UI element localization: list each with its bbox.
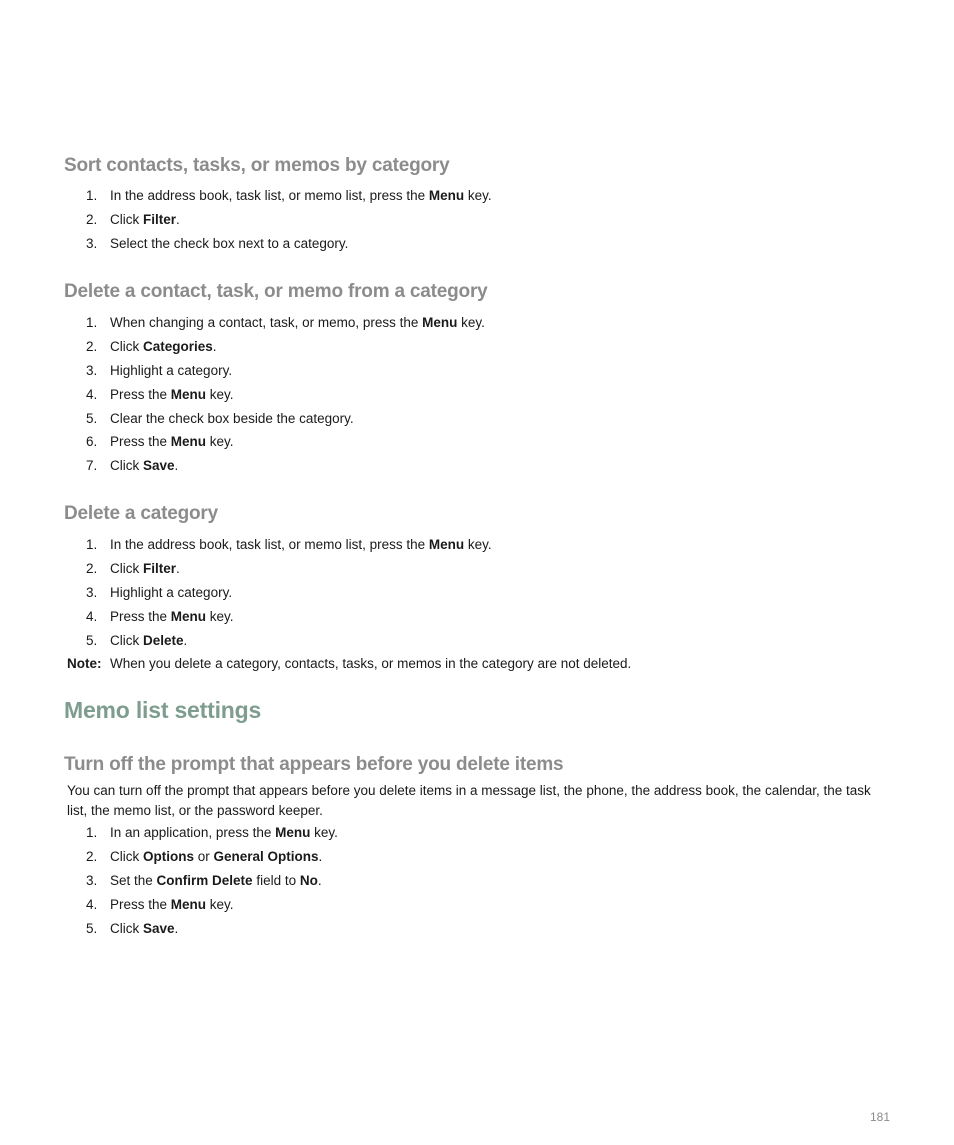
step-item [64,557,894,581]
step-number: 2. [86,211,98,227]
key-term: Menu [428,188,465,203]
step-item [64,581,894,605]
key-term: Save [143,920,175,936]
step-item [64,335,894,359]
key-term: Menu [170,896,207,912]
section-sort-by-category [64,154,894,256]
step-number: 4. [86,386,98,402]
key-term: Menu [170,608,207,624]
step-number: 1. [86,188,98,203]
intro-paragraph: You can turn off the prompt that appears before you delete items in a message list, the phone, the address book, the calendar, the task list, the memo list, or the password keeper. [67,783,871,818]
key-term: Menu [428,537,465,552]
note-label: Note: [67,656,102,672]
chapter-title: Memo list settings [64,697,262,723]
key-term: Options [143,848,194,864]
key-term: Menu [170,386,207,402]
step-number: 3. [86,584,98,600]
key-term: Menu [422,315,458,330]
step-text: Click Filter. [110,211,180,227]
step-number: 5. [86,632,98,648]
step-number: 4. [86,896,98,912]
step-text: In an application, press the Menu key. [110,825,338,840]
step-item [64,430,894,454]
step-text: In the address book, task list, or memo list, press the Menu key. [110,537,492,552]
key-term: Confirm Delete [156,872,253,888]
step-text: Click Delete. [110,632,188,648]
key-term: Filter [143,560,177,576]
step-text: Press the Menu key. [110,896,234,912]
step-number: 3. [86,362,98,378]
step-text: Press the Menu key. [110,434,234,450]
step-text: Click Save. [110,458,179,474]
step-text: Clear the check box beside the category. [110,410,354,426]
step-number: 1. [86,315,98,330]
key-term: Save [143,458,175,474]
step-item [64,184,894,208]
step-number: 1. [86,537,98,552]
step-item [64,311,894,335]
step-item [64,533,894,557]
key-term: Menu [275,825,311,840]
step-text: Press the Menu key. [110,608,234,624]
step-text: Click Save. [110,920,179,936]
section-memo-list-settings [64,696,894,940]
step-text: When changing a contact, task, or memo, press the Menu key. [110,315,485,330]
step-number: 5. [86,920,98,936]
step-list [64,311,894,478]
step-text: Click Categories. [110,338,217,354]
step-number: 5. [86,410,98,426]
key-term: Categories [143,338,213,354]
step-text: Highlight a category. [110,362,233,378]
key-term: Delete [143,632,184,648]
section-delete-category [64,502,894,676]
key-term: General Options [213,848,319,864]
step-number: 7. [86,458,98,474]
step-list [64,533,894,652]
step-text: Click Filter. [110,560,180,576]
note-text: When you delete a category, contacts, tasks, or memos in the category are not deleted. [110,656,632,672]
step-text: Highlight a category. [110,584,233,600]
step-number: 2. [86,560,98,576]
step-item [64,383,894,407]
step-item [64,845,894,869]
key-term: No [299,872,318,888]
step-number: 2. [86,848,98,864]
section-heading: Turn off the prompt that appears before you delete items [64,754,564,775]
section-heading: Delete a category [64,503,218,524]
note [64,652,894,676]
step-number: 6. [86,434,98,450]
step-text: In the address book, task list, or memo list, press the Menu key. [110,188,492,203]
step-number: 4. [86,608,98,624]
key-term: Filter [143,211,177,227]
step-item [64,605,894,629]
step-list [64,821,894,940]
step-item [64,232,894,256]
step-item [64,454,894,478]
step-text: Set the Confirm Delete field to No. [110,872,322,888]
step-number: 2. [86,338,98,354]
step-item [64,917,894,941]
step-text: Click Options or General Options. [110,848,323,864]
step-text: Select the check box next to a category. [110,235,349,251]
step-number: 1. [86,825,98,840]
section-heading: Sort contacts, tasks, or memos by category [64,155,450,176]
step-item [64,407,894,431]
step-item [64,629,894,653]
section-heading: Delete a contact, task, or memo from a category [64,281,488,302]
step-item [64,821,894,845]
step-text: Press the Menu key. [110,386,234,402]
step-item [64,869,894,893]
key-term: Menu [170,434,207,450]
page-number: 181 [869,1110,890,1124]
step-item [64,893,894,917]
section-delete-from-category [64,280,894,478]
step-number: 3. [86,235,98,251]
step-item [64,208,894,232]
step-number: 3. [86,872,98,888]
step-list [64,184,894,256]
step-item [64,359,894,383]
